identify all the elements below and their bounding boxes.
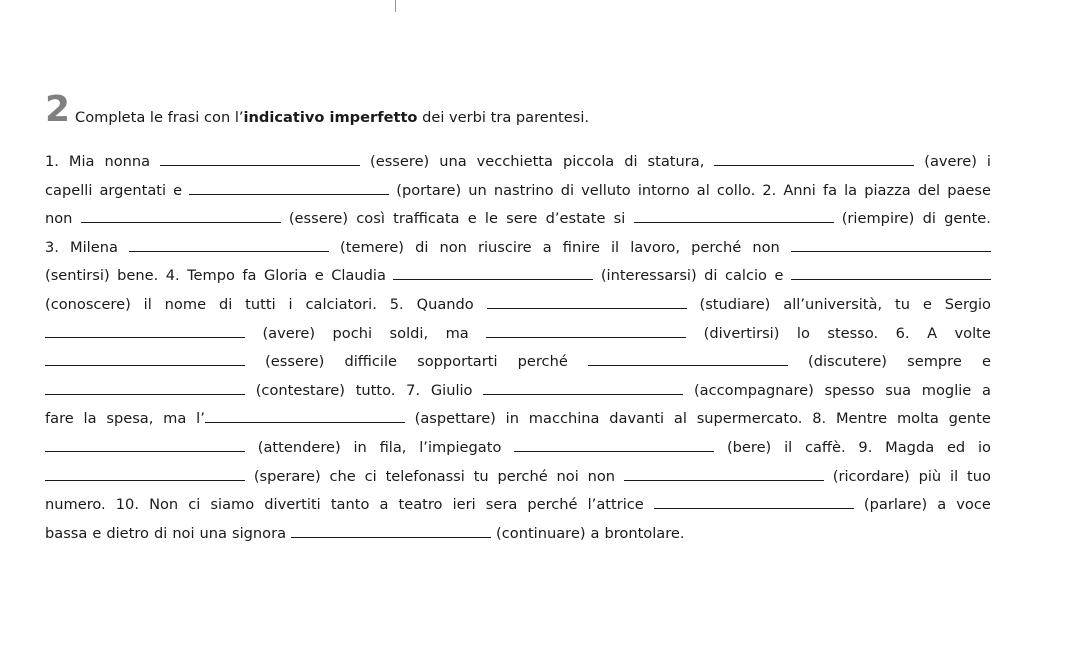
text-line — [45, 523, 991, 552]
word: i — [986, 153, 991, 170]
answer-blank[interactable] — [654, 494, 854, 509]
word: (contestare) — [255, 381, 345, 399]
instruction-text-end: dei verbi tra parentesi. — [417, 109, 590, 126]
word: Giulio — [430, 381, 473, 399]
word: 2. — [762, 181, 777, 199]
blank-slot — [45, 380, 245, 401]
word: fare — [45, 410, 74, 428]
word: più — [918, 467, 942, 485]
blank-slot — [634, 208, 834, 229]
word: difficile — [344, 353, 397, 371]
word: il — [143, 295, 152, 313]
word: 3. — [45, 238, 59, 256]
word: tuo — [966, 467, 991, 485]
word: (attendere) — [257, 438, 341, 456]
word: l’impiegato — [419, 438, 502, 456]
word: supermercato. — [696, 410, 803, 428]
blank-slot — [624, 466, 824, 487]
word: caffè. — [804, 438, 846, 456]
word: velluto — [581, 181, 631, 199]
text-line — [45, 151, 991, 180]
word: tanto — [330, 496, 370, 514]
blank-slot — [45, 437, 245, 458]
word: sera — [485, 496, 518, 514]
word: spesa, — [106, 410, 154, 428]
word: e — [314, 267, 324, 285]
word: moglie — [921, 381, 972, 399]
word: al — [696, 181, 710, 199]
word: Non — [149, 496, 179, 514]
word: 5. — [389, 295, 404, 313]
word: del — [917, 181, 941, 199]
word: ma — [163, 410, 187, 428]
word: stesso. — [827, 324, 879, 342]
word: collo. — [716, 181, 756, 199]
word: calcio — [724, 267, 767, 285]
word: l’ — [196, 410, 205, 428]
word: le — [484, 210, 498, 228]
text-line — [45, 180, 991, 209]
word: (avere) — [924, 153, 977, 170]
answer-blank[interactable] — [486, 323, 686, 338]
word: Claudia — [331, 267, 386, 285]
word: (continuare) — [496, 524, 586, 542]
word: così — [356, 210, 385, 228]
blank-slot — [714, 151, 914, 172]
blank-slot — [129, 237, 329, 258]
word: 1. — [45, 153, 59, 170]
exercise-text — [45, 151, 991, 551]
word: gente. — [944, 210, 991, 228]
text-line — [45, 437, 991, 466]
text-line — [45, 208, 991, 237]
word: la — [844, 181, 858, 199]
word: nastrino — [493, 181, 554, 199]
word: piazza — [864, 181, 911, 199]
word: la — [83, 410, 97, 428]
instruction-text-start: Completa le frasi con l’ — [75, 109, 244, 126]
word: a — [937, 496, 947, 514]
word: in — [505, 410, 519, 428]
word: non — [45, 210, 73, 228]
blank-slot — [588, 351, 788, 372]
word: il — [784, 438, 793, 456]
answer-blank[interactable] — [634, 208, 834, 223]
word: teatro — [398, 496, 443, 514]
word: (avere) — [262, 324, 316, 342]
word: lo — [796, 324, 810, 342]
word: a — [982, 381, 991, 399]
word: 10. — [115, 496, 139, 514]
answer-blank[interactable] — [514, 437, 714, 452]
page-edge-mark — [395, 0, 396, 12]
word: Magda — [885, 438, 935, 456]
word: (parlare) — [863, 496, 928, 514]
blank-slot — [791, 237, 991, 258]
word: bassa — [45, 524, 88, 542]
word: noi — [556, 467, 579, 485]
word: i — [288, 295, 293, 313]
word: in — [353, 438, 367, 456]
word: soldi, — [389, 324, 429, 342]
answer-blank[interactable] — [291, 523, 491, 538]
word: nome — [164, 295, 207, 313]
word: (sentirsi) — [45, 267, 110, 285]
word: a — [542, 238, 552, 256]
word: molta — [896, 410, 939, 428]
word: di — [922, 210, 936, 228]
word: di — [560, 181, 575, 199]
word: (ricordare) — [832, 467, 910, 485]
word: (accompagnare) — [693, 381, 814, 399]
word: statura, — [647, 153, 705, 170]
word: e — [922, 295, 932, 313]
word: sere — [506, 210, 538, 228]
word: non — [587, 467, 616, 485]
word: calciatori. — [305, 295, 377, 313]
word: fila, — [379, 438, 407, 456]
answer-blank[interactable] — [45, 323, 245, 338]
word: trafficata — [393, 210, 460, 228]
word: (essere) — [370, 153, 430, 170]
word: Anni — [783, 181, 816, 199]
word: e — [173, 181, 183, 199]
word: ci — [364, 467, 377, 485]
word: argentati — [99, 181, 167, 199]
word: di — [218, 295, 233, 313]
word: vecchietta — [476, 153, 553, 170]
answer-blank[interactable] — [45, 437, 245, 452]
text-line — [45, 237, 991, 266]
word: (sperare) — [253, 467, 321, 485]
word: tutto. — [355, 381, 396, 399]
blank-slot — [189, 180, 389, 201]
word: (studiare) — [699, 295, 771, 313]
word: sempre — [907, 353, 962, 371]
word: dietro — [106, 524, 149, 542]
word: Gloria — [263, 267, 308, 285]
answer-blank[interactable] — [393, 265, 593, 280]
word: Mentre — [835, 410, 888, 428]
word: perché — [517, 353, 568, 371]
word: (essere) — [265, 353, 325, 371]
word: ma — [445, 324, 469, 342]
word: (bere) — [726, 438, 772, 456]
word: al — [673, 410, 687, 428]
word: (portare) — [396, 181, 462, 199]
answer-blank[interactable] — [483, 380, 683, 395]
answer-blank[interactable] — [487, 294, 687, 309]
word: (divertirsi) — [703, 324, 780, 342]
word: (interessarsi) — [600, 267, 697, 285]
answer-blank[interactable] — [205, 408, 405, 423]
word: ci — [188, 496, 201, 514]
exercise-instruction — [75, 108, 589, 128]
answer-blank[interactable] — [624, 466, 824, 481]
word: sua — [885, 381, 912, 399]
word: Quando — [416, 295, 474, 313]
word: ed — [946, 438, 966, 456]
instruction-keyword: indicativo imperfetto — [243, 109, 418, 126]
blank-slot — [196, 408, 405, 429]
word: telefonassi — [385, 467, 465, 485]
blank-slot — [487, 294, 687, 315]
word: non — [752, 238, 780, 256]
word: ieri — [452, 496, 476, 514]
word: all’università, — [783, 295, 883, 313]
word: e — [92, 524, 102, 542]
answer-blank[interactable] — [45, 466, 245, 481]
blank-slot — [291, 523, 491, 544]
text-line — [45, 323, 991, 352]
word: nonna — [104, 153, 151, 170]
exercise-heading — [45, 89, 1005, 130]
word: (essere) — [288, 210, 349, 228]
answer-blank[interactable] — [791, 237, 991, 252]
word: gente — [948, 410, 991, 428]
word: bene. — [117, 267, 159, 285]
blank-slot — [81, 208, 281, 229]
word: 9. — [858, 438, 873, 456]
word: a — [590, 524, 600, 542]
word: 6. — [895, 324, 910, 342]
word: paese — [947, 181, 991, 199]
word: signora — [232, 524, 287, 542]
word: numero. — [45, 496, 106, 514]
word: Sergio — [944, 295, 991, 313]
blank-slot — [791, 265, 991, 286]
text-line — [45, 494, 991, 523]
word: e — [467, 210, 477, 228]
word: perché — [527, 496, 578, 514]
word: di — [624, 153, 638, 170]
blank-slot — [45, 351, 245, 372]
word: e — [774, 267, 784, 285]
blank-slot — [45, 323, 245, 344]
word: tu — [895, 295, 910, 313]
word: sopportarti — [417, 353, 498, 371]
text-line — [45, 380, 991, 409]
answer-blank[interactable] — [189, 180, 389, 195]
word: perché — [691, 238, 742, 256]
word: noi — [172, 524, 195, 542]
word: Milena — [70, 238, 118, 256]
blank-slot — [393, 265, 593, 286]
text-line — [45, 466, 991, 495]
word: a — [379, 496, 389, 514]
word: brontolare. — [604, 524, 685, 542]
word: spesso — [824, 381, 875, 399]
word: 7. — [406, 381, 421, 399]
answer-blank[interactable] — [129, 237, 329, 252]
word: di — [153, 524, 168, 542]
word: davanti — [609, 410, 665, 428]
answer-blank[interactable] — [714, 151, 914, 166]
answer-blank[interactable] — [45, 351, 245, 366]
word: io — [978, 438, 991, 456]
word: si — [613, 210, 626, 228]
word: e — [981, 353, 991, 371]
word: di — [704, 267, 718, 285]
word: un — [468, 181, 487, 199]
blank-slot — [654, 494, 854, 515]
word: non — [439, 238, 467, 256]
word: (discutere) — [808, 353, 887, 371]
word: A — [927, 324, 938, 342]
word: Mia — [68, 153, 95, 170]
word: macchina — [528, 410, 600, 428]
blank-slot — [483, 380, 683, 401]
word: Tempo — [187, 267, 235, 285]
word: di — [415, 238, 429, 256]
word: fa — [242, 267, 257, 285]
word: divertiti — [264, 496, 321, 514]
word: d’estate — [545, 210, 606, 228]
word: (temere) — [340, 238, 404, 256]
word: piccola — [562, 153, 615, 170]
word: pochi — [332, 324, 373, 342]
word: che — [329, 467, 356, 485]
word: tu — [473, 467, 489, 485]
answer-blank[interactable] — [81, 208, 281, 223]
answer-blank[interactable] — [160, 151, 360, 166]
blank-slot — [160, 151, 360, 172]
word: siamo — [210, 496, 255, 514]
word: voce — [956, 496, 991, 514]
answer-blank[interactable] — [45, 380, 245, 395]
answer-blank[interactable] — [588, 351, 788, 366]
blank-slot — [486, 323, 686, 344]
word: il — [950, 467, 959, 485]
word: una — [439, 153, 467, 170]
word: tutti — [245, 295, 276, 313]
word: 8. — [812, 410, 827, 428]
word: riuscire — [478, 238, 532, 256]
word: (aspettare) — [414, 410, 496, 428]
word: volte — [954, 324, 991, 342]
word: (riempire) — [841, 210, 915, 228]
word: finire — [562, 238, 600, 256]
word: perché — [497, 467, 548, 485]
exercise-number: 2 — [45, 89, 71, 130]
word: fa — [822, 181, 838, 199]
text-line — [45, 265, 991, 294]
word: capelli — [45, 181, 93, 199]
word: intorno — [637, 181, 690, 199]
text-line — [45, 294, 991, 323]
word: 4. — [165, 267, 180, 285]
word: l’attrice — [587, 496, 644, 514]
blank-slot — [514, 437, 714, 458]
blank-slot — [45, 466, 245, 487]
answer-blank[interactable] — [791, 265, 991, 280]
word: una — [199, 524, 227, 542]
text-line — [45, 351, 991, 380]
text-line — [45, 408, 991, 437]
word: (conoscere) — [45, 295, 131, 313]
word: il — [611, 238, 620, 256]
word: lavoro, — [630, 238, 680, 256]
